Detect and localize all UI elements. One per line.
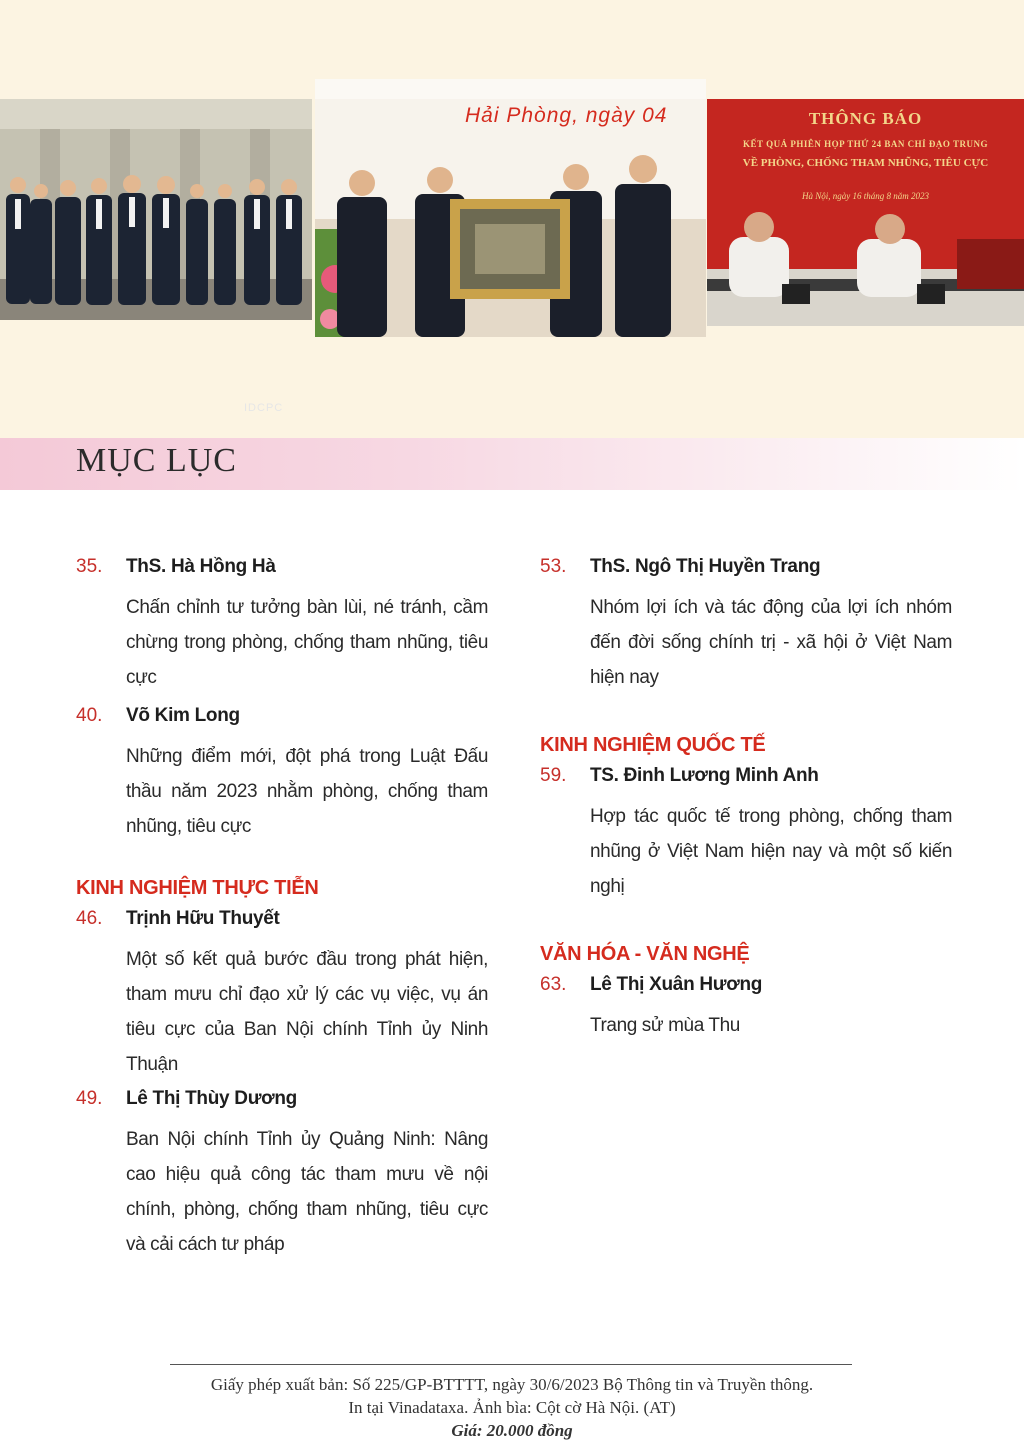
toc-category-culture-arts: VĂN HÓA - VĂN NGHỆ (540, 943, 750, 965)
toc-page-number: 63. (540, 974, 567, 995)
toc-page-number: 53. (540, 556, 567, 577)
toc-author: ThS. Hà Hồng Hà (126, 556, 276, 577)
announcement-line-1: KẾT QUẢ PHIÊN HỌP THỨ 24 BAN CHỈ ĐẠO TRUNG (743, 139, 988, 149)
toc-article-title: Ban Nội chính Tỉnh ủy Quảng Ninh: Nâng cao hiệu quả công tác tham mưu về nội chính, phòng, chống tham nhũng, tiêu cực và cải cách tư pháp (126, 1129, 488, 1255)
photo-hai-phong-ceremony (315, 79, 706, 337)
toc-entry-49[interactable] (76, 1088, 488, 1262)
footer-license: Giấy phép xuất bản: Số 225/GP-BTTTT, ngày 30/6/2023 Bộ Thông tin và Truyền thông. (210, 1375, 814, 1394)
photo-delegation-group (0, 99, 312, 414)
toc-category-practical-experience: KINH NGHIỆM THỰC TIỄN (76, 877, 319, 899)
announcement-date: Hà Nội, ngày 16 tháng 8 năm 2023 (802, 191, 929, 201)
toc-page-number: 46. (76, 908, 103, 929)
footer-divider (170, 1364, 852, 1365)
toc-right-column (540, 556, 952, 1043)
toc-entry-63[interactable] (540, 974, 952, 1043)
toc-entry-40[interactable] (76, 705, 488, 844)
footer-printer: In tại Vinadataxa. Ảnh bìa: Cột cờ Hà Nội. (AT) (348, 1398, 676, 1417)
toc-author: TS. Đinh Lương Minh Anh (590, 765, 819, 786)
toc-category-international-experience: KINH NGHIỆM QUỐC TẾ (540, 734, 766, 756)
toc-article-title: Nhóm lợi ích và tác động của lợi ích nhóm đến đời sống chính trị - xã hội ở Việt Nam hiện nay (590, 597, 952, 688)
toc-page-number: 59. (540, 765, 567, 786)
toc-page-number: 40. (76, 705, 103, 726)
toc-article-title: Hợp tác quốc tế trong phòng, chống tham nhũng ở Việt Nam hiện nay và một số kiến nghị (590, 806, 952, 897)
toc-page-number: 35. (76, 556, 103, 577)
toc-author: Lê Thị Thùy Dương (126, 1088, 297, 1109)
photo-credit-label: IDCPC (244, 402, 284, 414)
toc-page-number: 49. (76, 1088, 103, 1109)
toc-author: Lê Thị Xuân Hương (590, 974, 763, 995)
toc-entry-53[interactable] (540, 556, 952, 695)
photo-announcement-meeting (707, 99, 1024, 326)
toc-entry-59[interactable] (540, 765, 952, 904)
toc-entry-46[interactable] (76, 908, 488, 1082)
announcement-heading: THÔNG BÁO (808, 109, 923, 128)
toc-entry-35[interactable] (76, 556, 488, 695)
announcement-line-2: VỀ PHÒNG, CHỐNG THAM NHŨNG, TIÊU CỰC (742, 157, 989, 169)
toc-article-title: Chấn chỉnh tư tưởng bàn lùi, né tránh, cầm chừng trong phòng, chống tham nhũng, tiêu cực (126, 597, 488, 688)
toc-article-title: Trang sử mùa Thu (590, 1015, 740, 1036)
toc-left-column (76, 556, 488, 1262)
toc-author: Võ Kim Long (126, 705, 240, 726)
section-title: MỤC LỤC (76, 442, 237, 479)
toc-author: Trịnh Hữu Thuyết (126, 908, 280, 929)
photo-caption-hai-phong: Hải Phòng, ngày 04 (465, 104, 668, 127)
footer-price: Giá: 20.000 đồng (451, 1421, 573, 1440)
toc-article-title: Những điểm mới, đột phá trong Luật Đấu thầu năm 2023 nhằm phòng, chống tham nhũng, tiêu cực (126, 746, 488, 837)
toc-author: ThS. Ngô Thị Huyền Trang (590, 556, 821, 577)
toc-article-title: Một số kết quả bước đầu trong phát hiện, tham mưu chỉ đạo xử lý các vụ việc, vụ án tiêu cực của Ban Nội chính Tỉnh ủy Ninh Thuận (126, 949, 488, 1075)
